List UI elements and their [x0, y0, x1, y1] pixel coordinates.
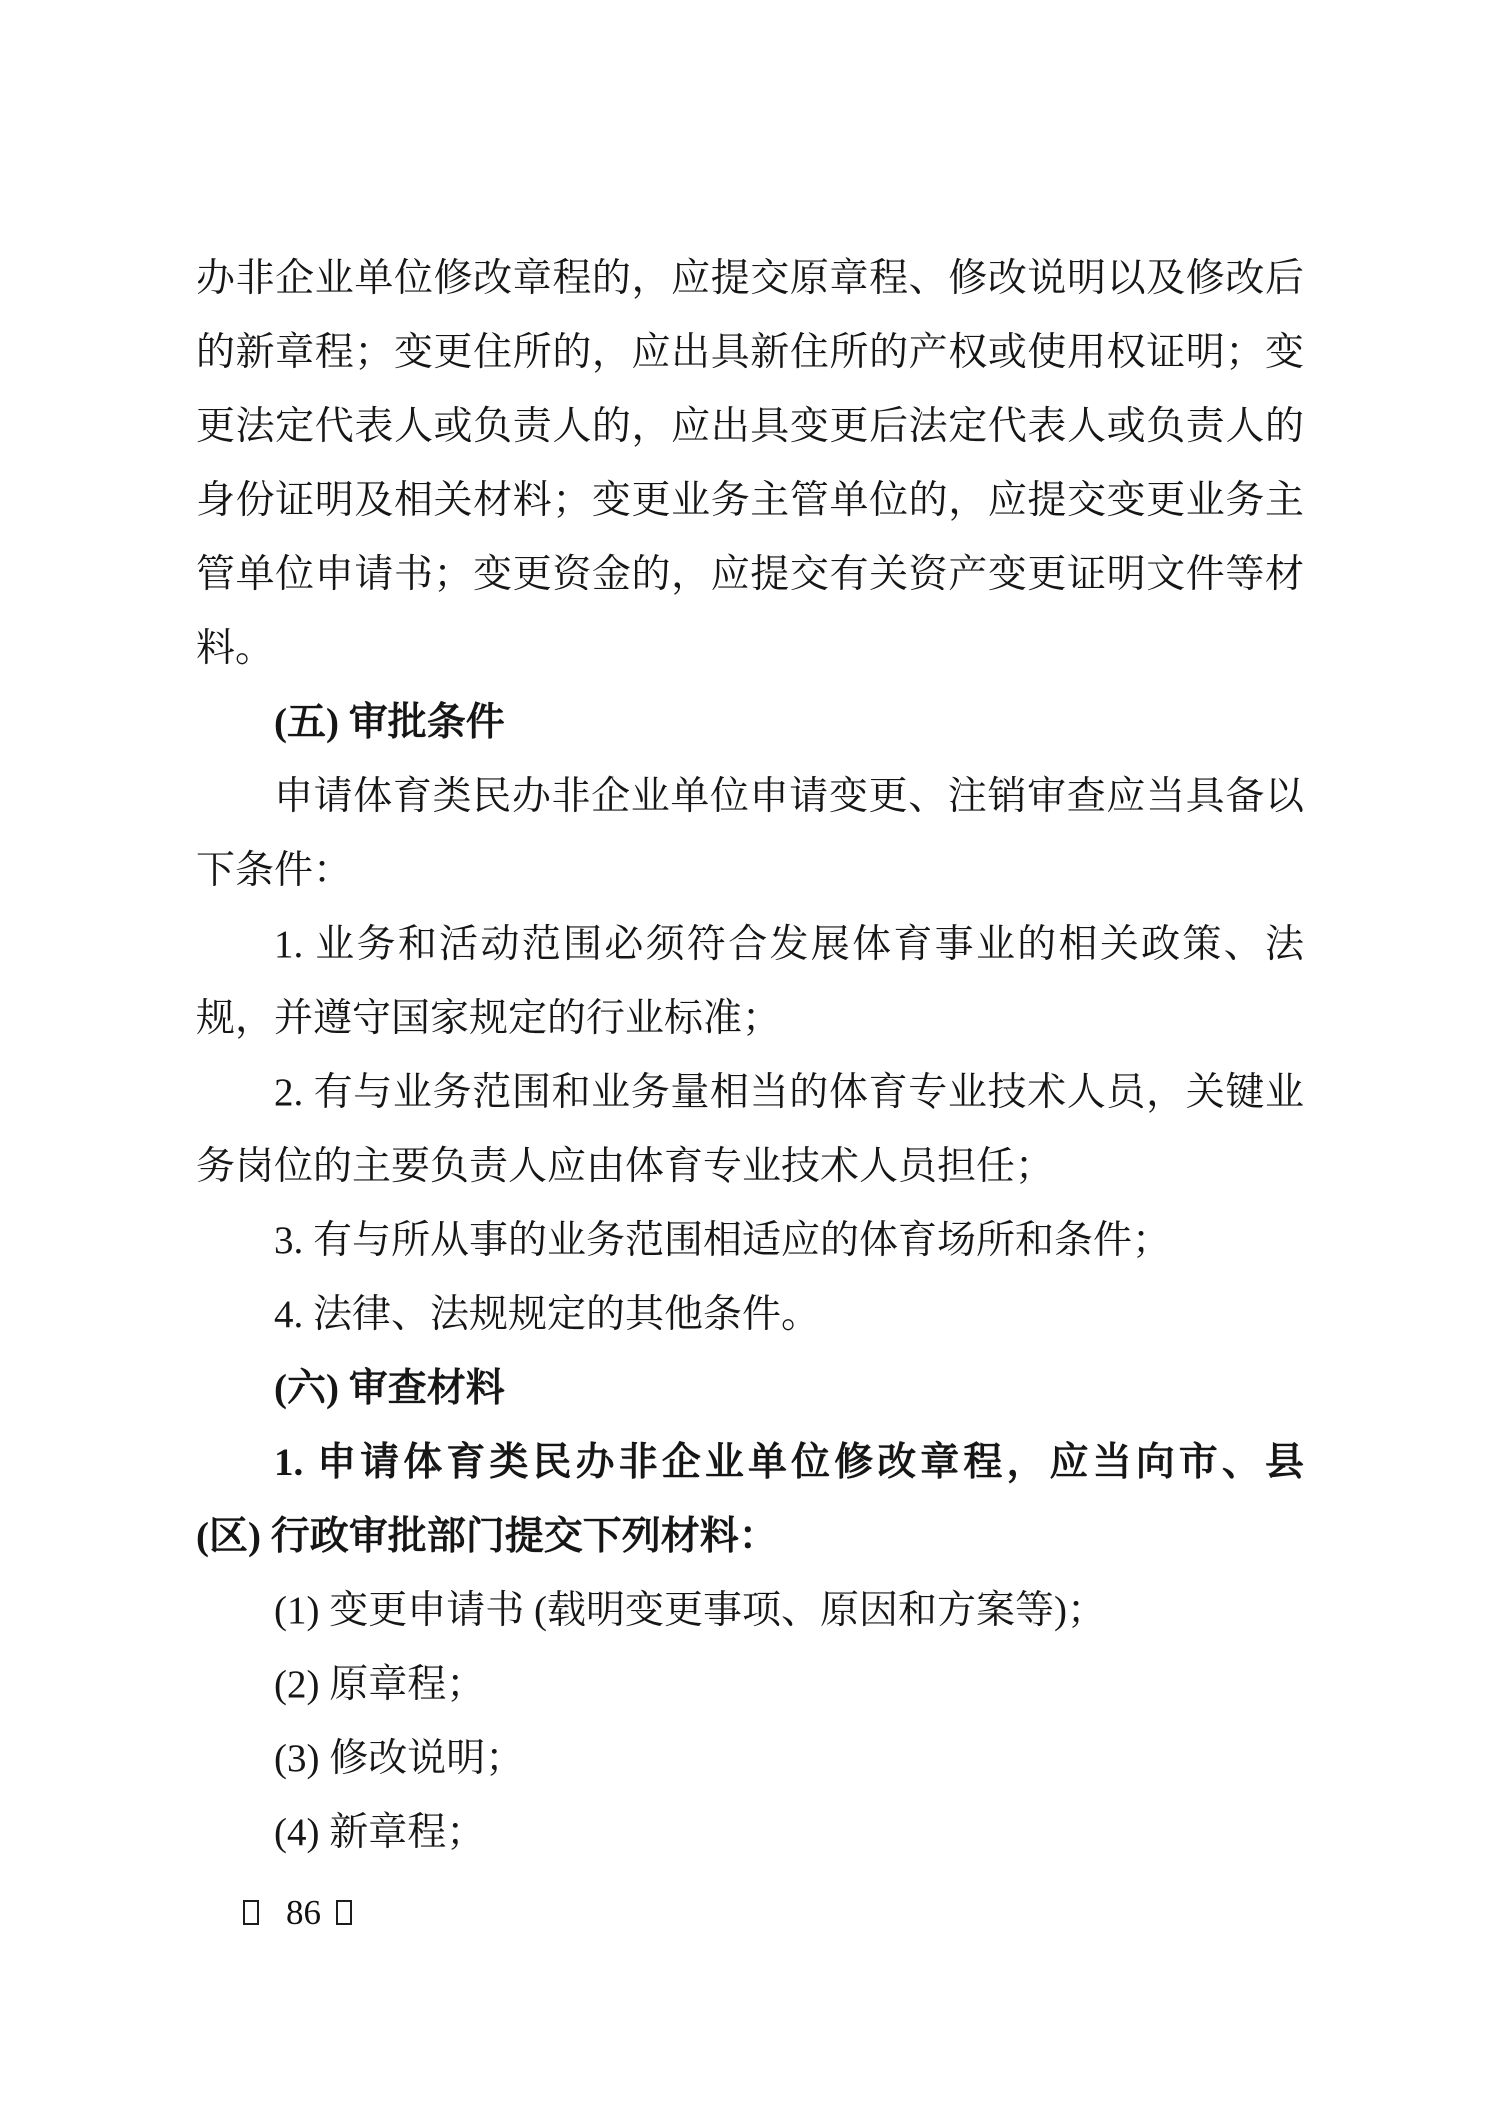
text-line: 申请体育类民办非企业单位申请变更、注销审查应当具备以 [274, 775, 1304, 818]
text-line: (区) 行政审批部门提交下列材料： [196, 1515, 778, 1558]
text-line: 下条件： [196, 849, 353, 892]
text-line: 规，并遵守国家规定的行业标准； [196, 997, 782, 1040]
text-line: 料。 [196, 627, 275, 670]
page-footer [243, 1890, 352, 1934]
text-line: 3. 有与所从事的业务范围相适应的体育场所和条件； [274, 1219, 1172, 1262]
text-line: 办非企业单位修改章程的，应提交原章程、修改说明以及修改后 [196, 257, 1304, 300]
text-line: 4. 法律、法规规定的其他条件。 [274, 1293, 821, 1336]
text-line: 1. 申请体育类民办非企业单位修改章程，应当向市、县 [274, 1441, 1304, 1484]
text-line: 1. 业务和活动范围必须符合发展体育事业的相关政策、法 [274, 923, 1304, 966]
text-line: 管单位申请书；变更资金的，应提交有关资产变更证明文件等材 [196, 553, 1304, 596]
text-line: (3) 修改说明； [274, 1737, 525, 1780]
text-line: (4) 新章程； [274, 1811, 486, 1854]
text-block [196, 242, 1304, 1870]
text-line: 的新章程；变更住所的，应出具新住所的产权或使用权证明；变 [196, 331, 1304, 374]
text-line: 务岗位的主要负责人应由体育专业技术人员担任； [196, 1145, 1055, 1188]
page-number: 86 [286, 1892, 321, 1932]
text-line: 2. 有与业务范围和业务量相当的体育专业技术人员，关键业 [274, 1071, 1304, 1114]
text-line: 身份证明及相关材料；变更业务主管单位的，应提交变更业务主 [196, 479, 1304, 522]
text-line: (五) 审批条件 [274, 701, 505, 744]
text-line: (2) 原章程； [274, 1663, 486, 1706]
missing-glyph-box-left [243, 1900, 259, 1925]
missing-glyph-box-right [336, 1900, 352, 1925]
text-line: (六) 审查材料 [274, 1367, 505, 1410]
text-line: (1) 变更申请书 (载明变更事项、原因和方案等)； [274, 1589, 1106, 1632]
text-line: 更法定代表人或负责人的，应出具变更后法定代表人或负责人的 [196, 405, 1304, 448]
